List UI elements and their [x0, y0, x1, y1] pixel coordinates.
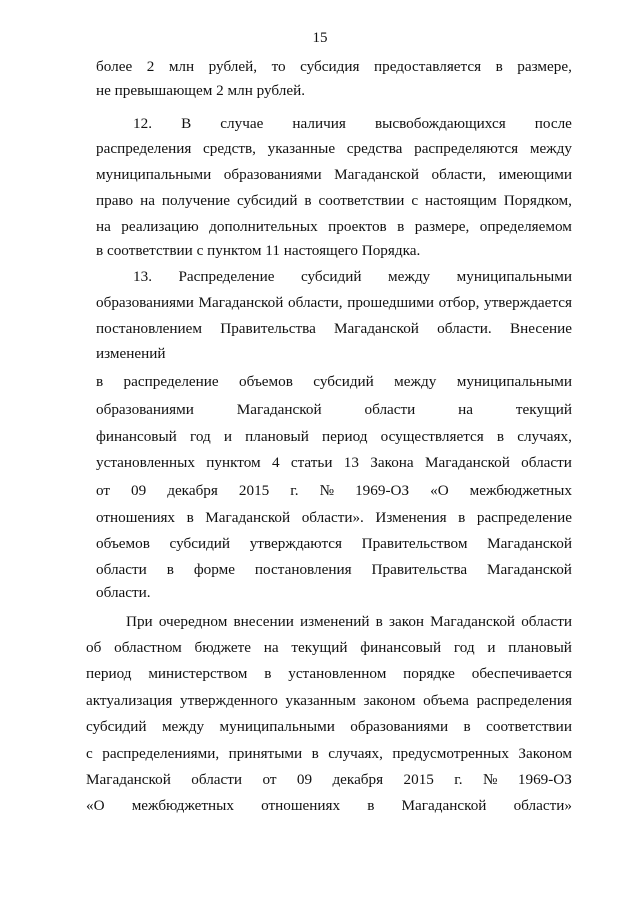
word: текущий — [515, 401, 572, 418]
word: 2015 — [238, 482, 270, 499]
word: более — [96, 58, 133, 75]
word: от — [262, 771, 277, 788]
word: между — [387, 268, 431, 285]
word: средств, — [203, 140, 256, 157]
word: Магаданской — [487, 561, 572, 578]
word: Магаданской — [401, 797, 487, 814]
word: соответствии — [318, 192, 405, 209]
text-line — [86, 718, 572, 736]
word: от — [96, 482, 111, 499]
word: Законом — [518, 745, 572, 762]
word: муниципальными — [219, 718, 335, 735]
text-line: изменений — [96, 345, 166, 362]
word: текущий — [291, 639, 348, 656]
word: рублей, — [208, 58, 258, 75]
word: в — [166, 561, 174, 578]
word: млн — [168, 58, 195, 75]
word: «О — [430, 482, 449, 499]
text-line — [96, 428, 572, 446]
word: Магаданской — [334, 166, 420, 183]
text-line — [86, 665, 572, 683]
word: 2015 — [403, 771, 434, 788]
word: случаях, — [328, 745, 383, 762]
word: предоставляется — [374, 58, 482, 75]
word: в — [495, 58, 503, 75]
word: области. — [437, 320, 492, 337]
word: распределениями, — [102, 745, 220, 762]
word: Магаданской — [236, 401, 322, 418]
text-line — [86, 745, 572, 763]
word: межбюджетных — [469, 482, 572, 499]
word: после — [534, 115, 572, 132]
word: проектов — [328, 218, 387, 235]
word: образованиями — [350, 718, 449, 735]
word: в — [375, 613, 383, 630]
word: № — [482, 771, 498, 788]
word: муниципальными — [96, 166, 212, 183]
word: области — [96, 561, 147, 578]
word: право — [96, 192, 134, 209]
word: предусмотренных — [392, 745, 509, 762]
word: в — [186, 509, 194, 526]
word: области, — [431, 166, 487, 183]
word: высвобождающихся — [374, 115, 506, 132]
word: Изменения — [375, 509, 447, 526]
word: Закона — [370, 454, 414, 471]
word: получение — [161, 192, 230, 209]
word: в — [496, 428, 505, 445]
word: средства — [346, 140, 403, 157]
word: декабря — [167, 482, 218, 499]
word: Правительства — [371, 561, 468, 578]
word: то — [271, 58, 286, 75]
word: Магаданской — [205, 509, 291, 526]
page-number: 15 — [312, 30, 328, 46]
word: 13. — [133, 268, 152, 285]
word: указанные — [267, 140, 336, 157]
word: и — [223, 428, 232, 445]
word: финансовый — [96, 428, 177, 445]
word: в — [367, 797, 375, 814]
word: При — [126, 613, 153, 630]
word: субсидий — [300, 268, 362, 285]
word: на — [96, 218, 111, 235]
word: порядке — [403, 665, 455, 682]
text-line — [133, 115, 572, 133]
text-line — [96, 535, 572, 553]
text-line — [96, 401, 572, 419]
word: Внесение — [509, 320, 572, 337]
word: Распределение — [178, 268, 275, 285]
word: в — [304, 192, 312, 209]
text-line — [86, 639, 572, 657]
word: дополнительных — [209, 218, 318, 235]
word: распределение — [123, 373, 219, 390]
word: постановления — [254, 561, 352, 578]
word: распределяются — [414, 140, 519, 157]
word: муниципальными — [456, 373, 572, 390]
word: объема — [423, 692, 469, 709]
text-line — [126, 613, 572, 631]
word: 2 — [146, 58, 155, 75]
word: в — [311, 745, 319, 762]
word: декабря — [332, 771, 384, 788]
word: министерством — [148, 665, 248, 682]
word: 1969-ОЗ — [517, 771, 572, 788]
text-line — [96, 192, 572, 210]
word: пунктом — [206, 454, 261, 471]
text-line — [96, 166, 572, 184]
text-line — [96, 373, 572, 391]
word: плановый — [508, 639, 572, 656]
word: бюджете — [194, 639, 251, 656]
text-line — [96, 58, 572, 76]
word: образованиями — [223, 166, 322, 183]
word: и — [487, 639, 496, 656]
word: субсидия — [300, 58, 360, 75]
word: в — [96, 373, 104, 390]
word: распределение — [476, 509, 572, 526]
word: форме — [193, 561, 235, 578]
word: размере, — [517, 58, 572, 75]
word: актуализация — [86, 692, 173, 709]
word: объемов — [239, 373, 293, 390]
text-line — [133, 268, 572, 286]
word: распределения — [476, 692, 572, 709]
word: на — [140, 192, 155, 209]
word: области, — [288, 294, 343, 311]
word: законом — [363, 692, 416, 709]
text-line — [96, 218, 572, 236]
word: субсидий — [86, 718, 147, 735]
text-line — [96, 140, 572, 158]
text-line — [96, 482, 572, 500]
word: между — [394, 373, 437, 390]
word: закон — [388, 613, 425, 630]
word: г. — [454, 771, 463, 788]
word: субсидий — [236, 192, 298, 209]
word: Правительством — [361, 535, 468, 552]
word: г. — [290, 482, 299, 499]
word: областном — [114, 639, 182, 656]
word: Магаданской — [334, 320, 419, 337]
word: области — [521, 613, 572, 630]
word: В — [181, 115, 192, 132]
word: в — [458, 509, 466, 526]
text-line — [96, 561, 572, 579]
text-line — [86, 692, 572, 710]
word: 1969-ОЗ — [355, 482, 410, 499]
word: Магаданской — [198, 294, 284, 311]
word: определяемом — [479, 218, 572, 235]
word: обеспечивается — [471, 665, 572, 682]
text-line — [96, 454, 572, 472]
word: период — [321, 428, 368, 445]
word: области — [191, 771, 243, 788]
word: с — [86, 745, 93, 762]
word: случаях, — [517, 428, 572, 445]
word: отбор, — [438, 294, 480, 311]
word: 09 — [296, 771, 313, 788]
word: межбюджетных — [131, 797, 234, 814]
word: период — [86, 665, 132, 682]
word: в — [463, 718, 471, 735]
word: в — [264, 665, 272, 682]
word: субсидий — [313, 373, 374, 390]
word: отношениях — [96, 509, 176, 526]
word: случае — [220, 115, 264, 132]
word: утвержденного — [179, 692, 278, 709]
word: установленных — [96, 454, 195, 471]
word: образованиями — [96, 401, 194, 418]
text-line: не превышающем 2 млн рублей. — [96, 82, 306, 99]
word: «О — [86, 797, 105, 814]
word: области — [364, 401, 416, 418]
word: Магаданской — [424, 454, 510, 471]
word: год — [453, 639, 475, 656]
word: утверждаются — [249, 535, 342, 552]
text-line: области. — [96, 584, 151, 601]
word: внесении — [233, 613, 294, 630]
word: на — [458, 401, 474, 418]
word: принятыми — [228, 745, 303, 762]
word: установленном — [288, 665, 387, 682]
word: образованиями — [96, 294, 194, 311]
word: между — [161, 718, 205, 735]
word: соответствии — [486, 718, 572, 735]
word: 4 — [271, 454, 280, 471]
word: области» — [513, 797, 572, 814]
word: с — [411, 192, 419, 209]
word: об — [86, 639, 102, 656]
word: имеющими — [498, 166, 572, 183]
word: Магаданской — [430, 613, 516, 630]
word: между — [529, 140, 572, 157]
word: постановлением — [96, 320, 203, 337]
word: финансовый — [360, 639, 442, 656]
word: Магаданской — [487, 535, 572, 552]
word: Порядком, — [503, 192, 572, 209]
text-line — [96, 294, 572, 312]
word: субсидий — [169, 535, 231, 552]
word: отношениях — [261, 797, 341, 814]
word: указанным — [285, 692, 356, 709]
word: 13 — [343, 454, 359, 471]
word: Магаданской — [86, 771, 171, 788]
word: размере, — [414, 218, 470, 235]
word: муниципальными — [456, 268, 572, 285]
word: изменений — [300, 613, 370, 630]
text-line — [96, 320, 572, 338]
text-line — [86, 797, 572, 815]
text-line: в соответствии с пунктом 11 настоящего Порядка. — [96, 242, 421, 259]
text-line — [86, 771, 572, 789]
word: области». — [301, 509, 364, 526]
word: статьи — [290, 454, 333, 471]
word: осуществляется — [380, 428, 484, 445]
word: 12. — [133, 115, 152, 132]
word: настоящим — [425, 192, 497, 209]
word: области — [521, 454, 572, 471]
word: год — [189, 428, 211, 445]
word: плановый — [245, 428, 309, 445]
word: наличия — [292, 115, 346, 132]
word: прошедшими — [347, 294, 435, 311]
word: реализацию — [121, 218, 199, 235]
word: 09 — [131, 482, 147, 499]
word: № — [319, 482, 335, 499]
word: утверждается — [484, 294, 572, 311]
word: в — [397, 218, 405, 235]
word: очередном — [158, 613, 228, 630]
word: распределения — [96, 140, 192, 157]
text-line — [96, 509, 572, 527]
word: Правительства — [220, 320, 316, 337]
word: объемов — [96, 535, 150, 552]
word: на — [263, 639, 279, 656]
